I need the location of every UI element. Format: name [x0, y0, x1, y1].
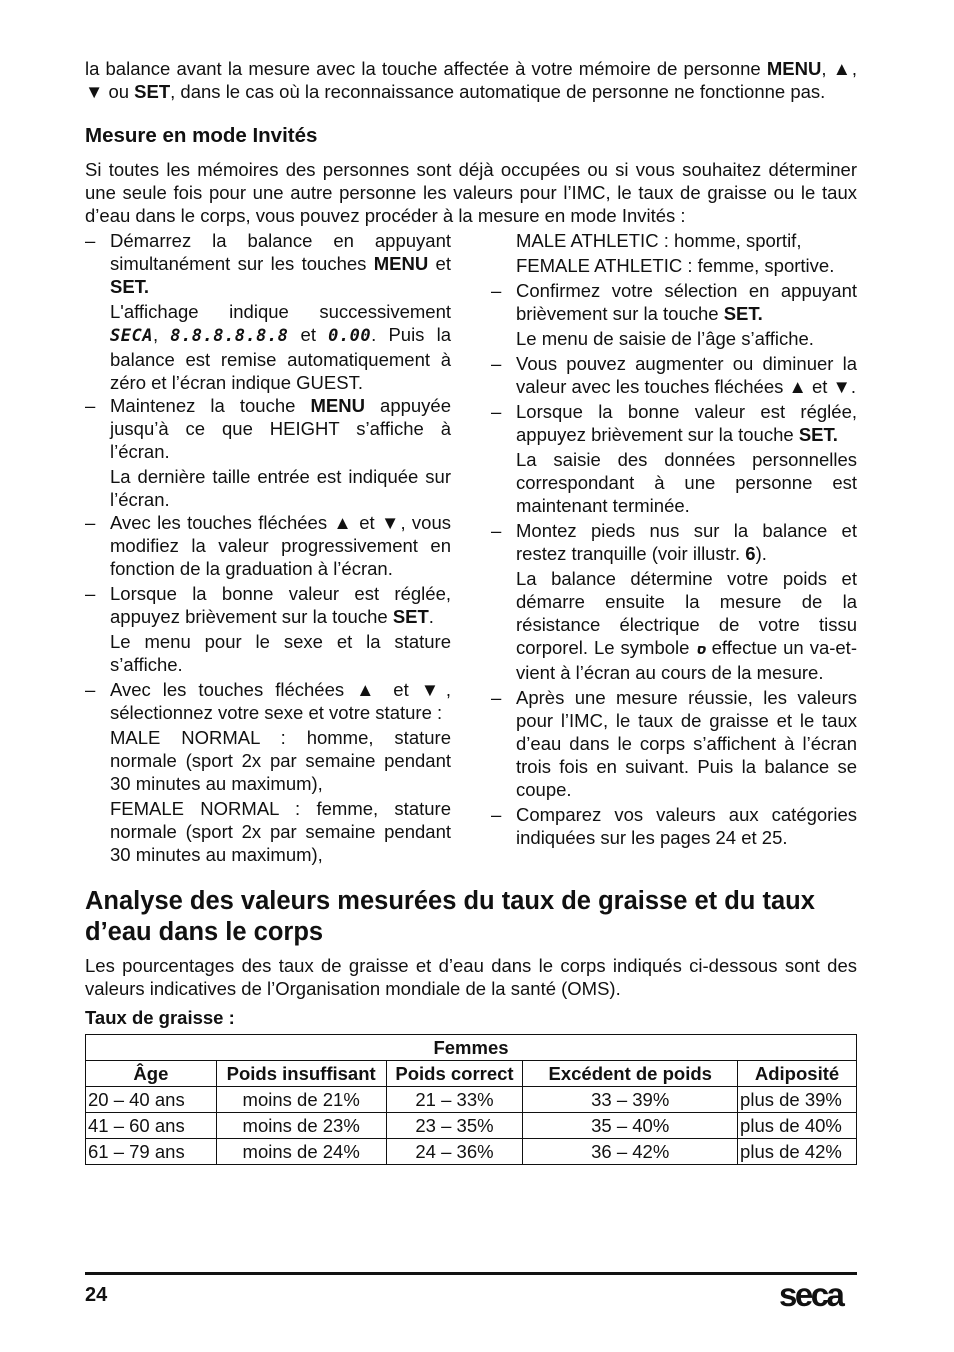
step-list-right	[491, 279, 857, 325]
column-header: Adiposité	[738, 1061, 857, 1087]
list-continuation	[85, 300, 451, 394]
section-heading-guest: Mesure en mode Invités	[85, 124, 318, 147]
table-cell: 33 – 39%	[523, 1087, 738, 1113]
continuation-text: Le menu pour le sexe et la stature s’affiche.	[110, 631, 451, 675]
continuation-text: Le menu de saisie de l’âge s’affiche.	[516, 328, 814, 349]
lcd-seca: SECA	[110, 326, 153, 346]
list-continuation	[491, 567, 857, 684]
table-cell: 24 – 36%	[386, 1139, 523, 1165]
female-athletic-text: FEMALE ATHLETIC : femme, sportive.	[516, 255, 835, 276]
table-cell: 35 – 40%	[523, 1113, 738, 1139]
list-continuation	[491, 327, 857, 350]
page-content	[85, 57, 857, 1165]
list-continuation	[491, 448, 857, 517]
table-cell: moins de 23%	[216, 1113, 386, 1139]
footer-divider	[85, 1272, 857, 1275]
two-column-instructions	[85, 229, 857, 866]
list-item: – Lorsque la bonne valeur est réglée, appuyez brièvement sur la touche SET.	[491, 400, 857, 446]
list-item: – Vous pouvez augmenter ou diminuer la valeur avec les touches fléchées ▲ et ▼.	[491, 352, 857, 398]
table-cell: moins de 21%	[216, 1087, 386, 1113]
display-sequence-text: L'affichage indique successivement SECA, 8.8.8.8.8.8 et 0.00. Puis la balance est remise automatiquement à zéro et l’écran indique GUEST.	[110, 301, 452, 393]
table-row	[86, 1139, 857, 1165]
list-item: – Confirmez votre sélection en appuyant brièvement sur la touche SET.	[491, 279, 857, 325]
step-list-left-2	[85, 394, 451, 463]
list-continuation	[85, 630, 451, 676]
male-athletic-text: MALE ATHLETIC : homme, sportif,	[516, 230, 802, 251]
step-list-left	[85, 229, 451, 298]
female-normal-text: FEMALE NORMAL : femme, stature normale (sport 2x par semaine pendant 30 minutes au maximum),	[110, 798, 451, 865]
body-fat-table	[85, 1034, 857, 1165]
list-item: – Comparez vos valeurs aux catégories indiquées sur les pages 24 et 25.	[491, 803, 857, 849]
table-cell: plus de 39%	[738, 1087, 857, 1113]
column-header: Âge	[86, 1061, 217, 1087]
table-cell: plus de 40%	[738, 1113, 857, 1139]
table-cell: 21 – 33%	[386, 1087, 523, 1113]
page-number: 24	[85, 1284, 108, 1306]
column-header: Poids correct	[386, 1061, 523, 1087]
list-item: – Démarrez la balance en appuyant simultanément sur les touches MENU et SET.	[85, 229, 451, 298]
table-row	[86, 1087, 857, 1113]
list-continuation	[491, 229, 857, 277]
table-cell: moins de 24%	[216, 1139, 386, 1165]
step-list-right-2	[491, 352, 857, 446]
list-item: – Maintenez la touche MENU appuyée jusqu’à ce que HEIGHT s’affiche à l’écran.	[85, 394, 451, 463]
list-item: – Avec les touches fléchées ▲ et ▼, vous modifiez la valeur progressivement en fonction de la graduation à l’écran.	[85, 511, 451, 580]
list-item: – Avec les touches fléchées ▲ et ▼, sélectionnez votre sexe et votre stature :	[85, 678, 451, 724]
table-title: Taux de graisse :	[85, 1007, 235, 1028]
list-continuation	[85, 726, 451, 866]
lcd-zero: 0.00	[328, 326, 372, 346]
table-cell: 23 – 35%	[386, 1113, 523, 1139]
intro-paragraph: la balance avant la mesure avec la touche affectée à votre mémoire de personne MENU, ▲, ▼ ou SET, dans le cas où la reconnaissance automatique de personne ne fonctionne pas.	[85, 58, 857, 102]
section-heading-analysis: Analyse des valeurs mesurées du taux de graisse et du taux d’eau dans le corps	[85, 887, 815, 946]
logo-text: seca	[779, 1276, 843, 1313]
lcd-test-pattern: 8.8.8.8.8.8	[170, 326, 289, 346]
table-cell: 41 – 60 ans	[86, 1113, 217, 1139]
column-header: Poids insuffisant	[216, 1061, 386, 1087]
step-list-right-4	[491, 686, 857, 849]
table-cell: plus de 42%	[738, 1139, 857, 1165]
male-normal-text: MALE NORMAL : homme, stature normale (sport 2x par semaine pendant 30 minutes au maximum),	[110, 727, 451, 794]
table-cell: 61 – 79 ans	[86, 1139, 217, 1165]
table-cell: 20 – 40 ans	[86, 1087, 217, 1113]
list-continuation	[85, 465, 451, 511]
step-list-left-4	[85, 678, 451, 724]
left-column	[85, 229, 451, 866]
table-group-header: Femmes	[86, 1035, 857, 1061]
table-header-row	[86, 1061, 857, 1087]
table-row	[86, 1113, 857, 1139]
step-list-left-3	[85, 511, 451, 628]
table-cell: 36 – 42%	[523, 1139, 738, 1165]
list-item: – Après une mesure réussie, les valeurs pour l’IMC, le taux de graisse et le taux d’eau dans le corps s’affichent à l’écran trois fois en suivant. Puis la balance se coupe.	[491, 686, 857, 801]
right-column	[491, 229, 857, 866]
list-item: – Lorsque la bonne valeur est réglée, appuyez brièvement sur la touche SET.	[85, 582, 451, 628]
analysis-lead: Les pourcentages des taux de graisse et d’eau dans le corps indiqués ci-dessous sont des valeurs indicatives de l’Organisation mondiale de la santé (OMS).	[85, 955, 857, 999]
step-list-right-3	[491, 519, 857, 565]
seca-logo	[779, 1276, 857, 1316]
column-header: Excédent de poids	[523, 1061, 738, 1087]
guest-lead: Si toutes les mémoires des personnes sont déjà occupées ou si vous souhaitez déterminer une seule fois pour une autre personne les valeurs pour l’IMC, le taux de graisse ou le taux d’eau dans le corps, vous pouvez procéder à la mesure en mode Invités :	[85, 159, 857, 226]
measurement-symbol-icon: ס	[695, 640, 706, 658]
continuation-text: La dernière taille entrée est indiquée sur l’écran.	[110, 466, 451, 510]
continuation-text: La balance détermine votre poids et démarre ensuite la mesure de la résistance électrique de votre tissu corporel. Le symbole ס effectue un va-et-vient à l’écran au cours de la mesure.	[516, 568, 857, 683]
continuation-text: La saisie des données personnelles correspondant à une personne est maintenant terminée.	[516, 449, 857, 516]
list-item: – Montez pieds nus sur la balance et restez tranquille (voir illustr. 6).	[491, 519, 857, 565]
